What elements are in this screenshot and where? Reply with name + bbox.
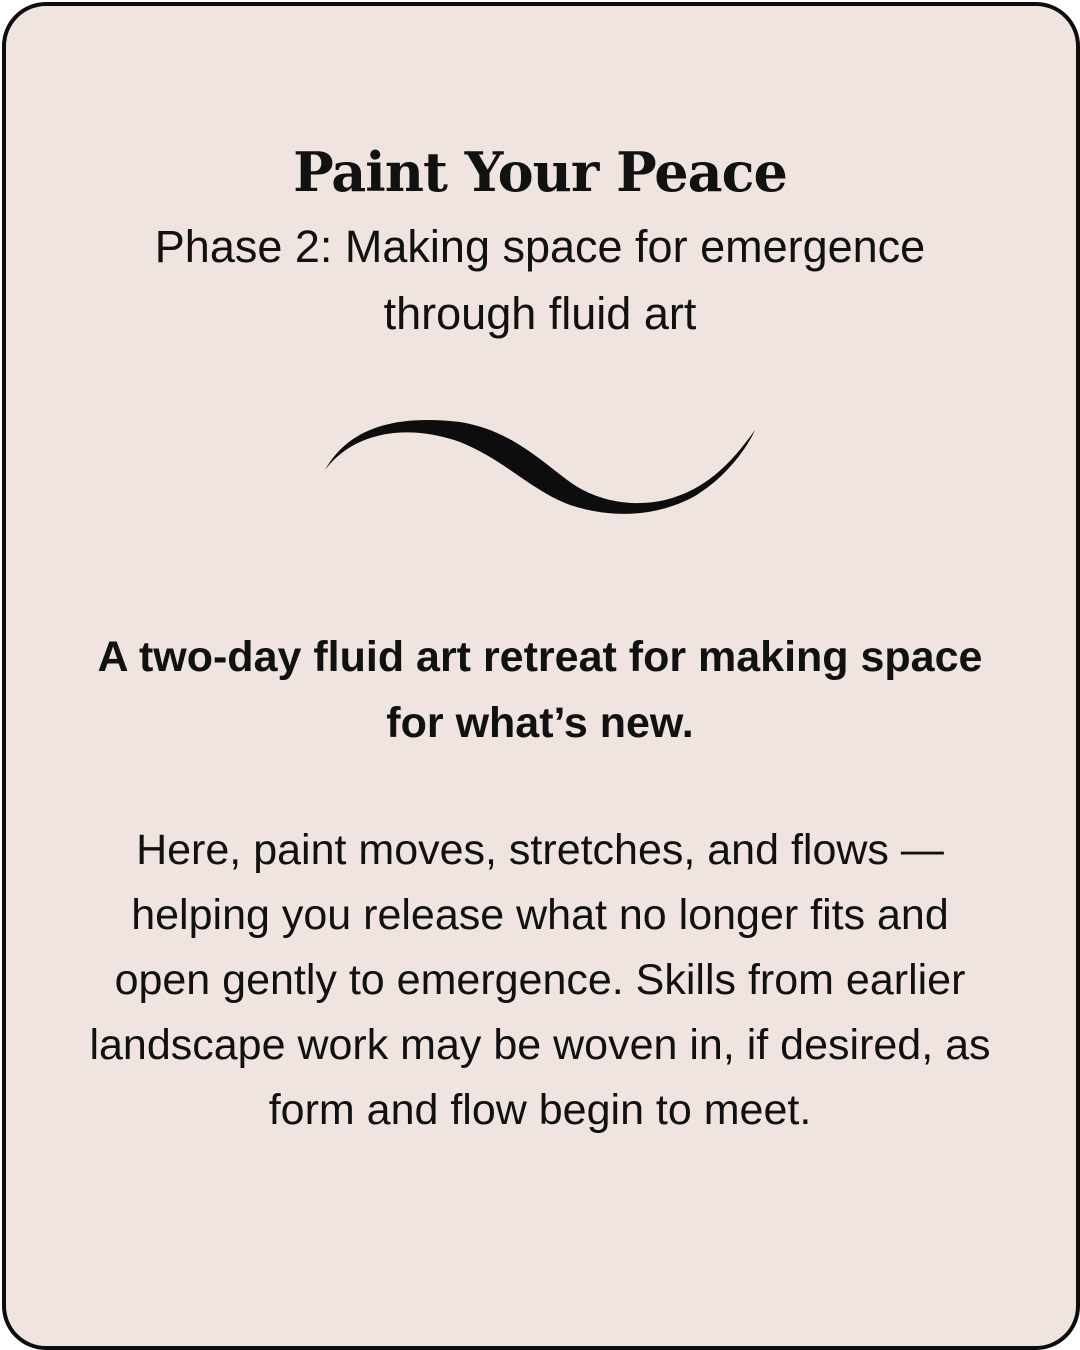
card-title: Paint Your Peace: [293, 140, 787, 204]
card-description: Here, paint moves, stretches, and flows — helping you release what no longer fits and open gently to emergence. Skills from earlier landscape work may be woven in, if desired, as form and flow begin to meet.: [89, 826, 991, 1134]
card-subtitle: Phase 2: Making space for emergence through fluid art: [154, 221, 926, 339]
card-tagline: A two-day fluid art retreat for making space for what’s new.: [97, 633, 983, 747]
brush-stroke-swoosh-icon: [310, 400, 770, 525]
